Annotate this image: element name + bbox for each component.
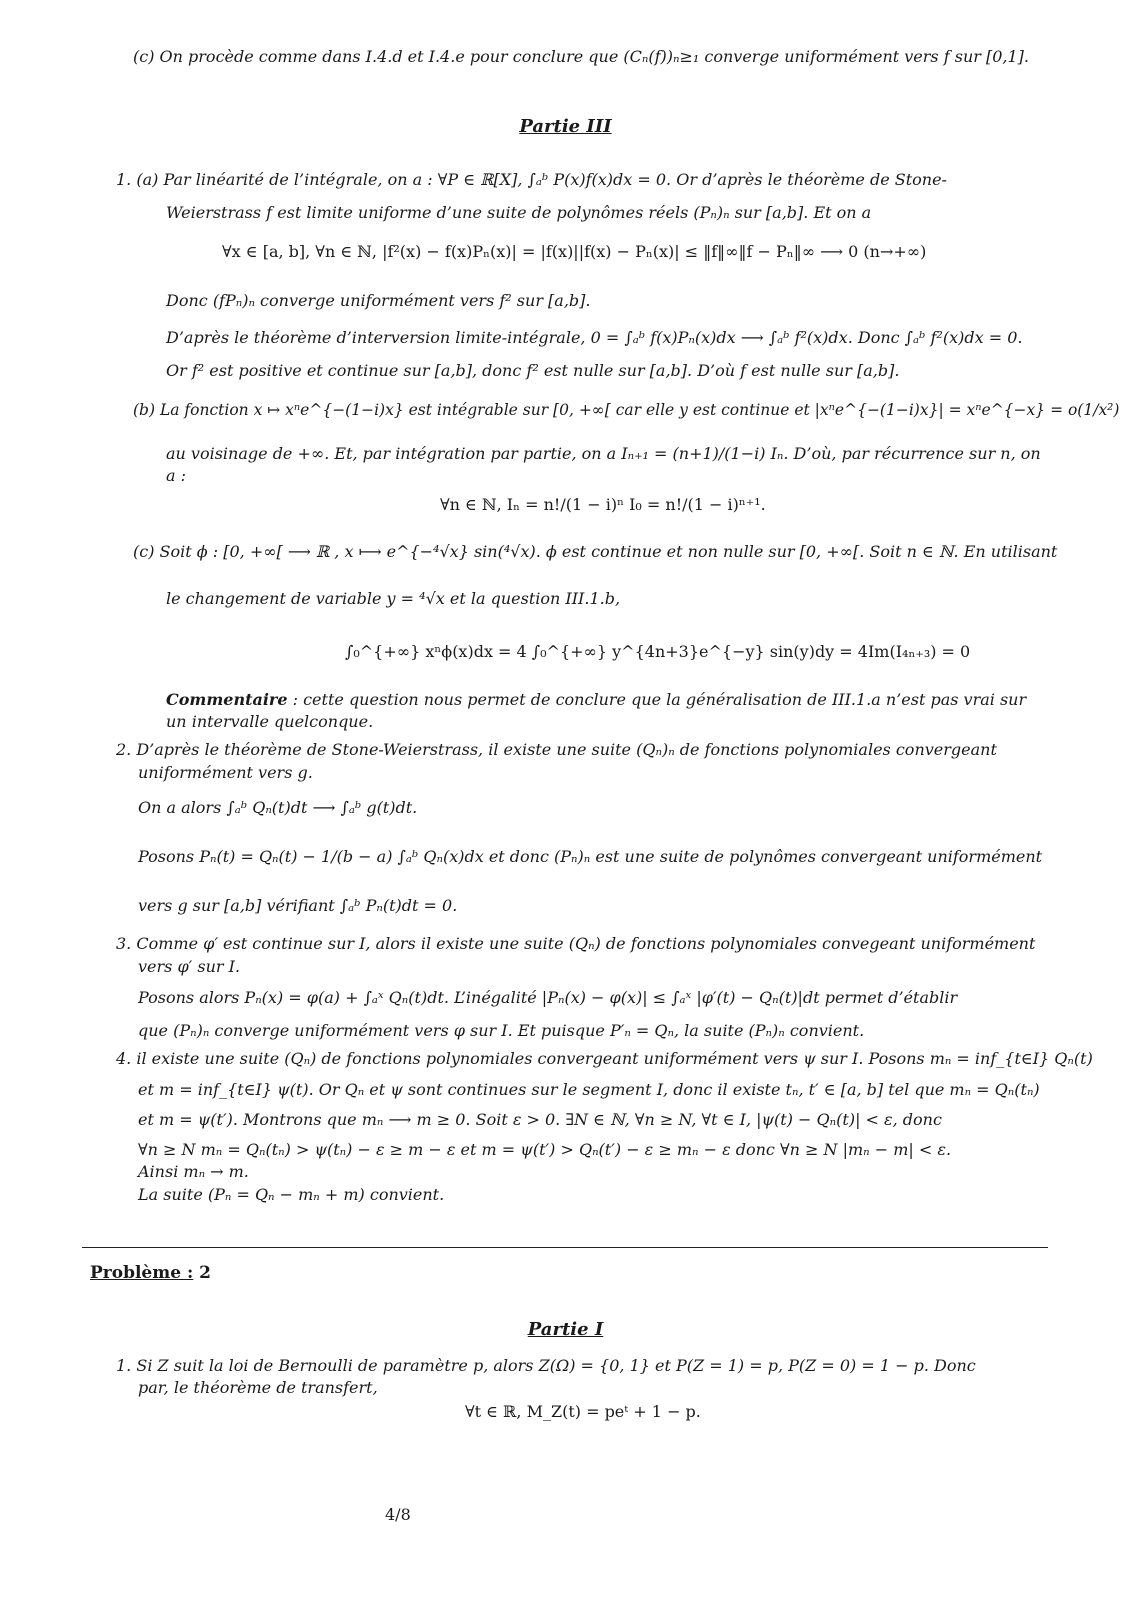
- q4-line-3: et m = ψ(t′). Montrons que mₙ ⟶ m ≥ 0. Soit ε > 0. ∃N ∈ ℕ, ∀n ≥ N, ∀t ∈ I, |ψ(t) − Qₙ(t)| < ε, donc: [138, 1110, 942, 1129]
- q4-line-5: Ainsi mₙ → m.: [138, 1162, 249, 1181]
- q1c-line-2: le changement de variable y = ⁴√x et la question III.1.b,: [166, 589, 621, 608]
- horizontal-rule: [82, 1247, 1048, 1248]
- comment-label: Commentaire: [166, 690, 288, 709]
- p2q1-line-1: 1. Si Z suit la loi de Bernoulli de paramètre p, alors Z(Ω) = {0, 1} et P(Z = 1) = p, P(Z = 0) = 1 − p. Donc: [116, 1356, 976, 1375]
- q2-line-1: 2. D’après le théorème de Stone-Weierstrass, il existe une suite (Qₙ)ₙ de fonctions polynomiales convergeant: [116, 740, 997, 759]
- page-number: 4/8: [385, 1505, 411, 1524]
- intro-item-c: (c) On procède comme dans I.4.d et I.4.e pour conclure que (Cₙ(f))ₙ≥₁ converge uniformément vers f sur [0,1].: [133, 47, 1029, 66]
- q2-line-5: vers g sur [a,b] vérifiant ∫ₐᵇ Pₙ(t)dt = 0.: [138, 896, 458, 915]
- q2-line-4: Posons Pₙ(t) = Qₙ(t) − 1/(b − a) ∫ₐᵇ Qₙ(x)dx et donc (Pₙ)ₙ est une suite de polynômes convergeant uniformément: [138, 847, 1043, 866]
- q1a-line-4: D’après le théorème d’interversion limite-intégrale, 0 = ∫ₐᵇ f(x)Pₙ(x)dx ⟶ ∫ₐᵇ f²(x)dx. Donc ∫ₐᵇ f²(x)dx = 0.: [166, 328, 1023, 347]
- q4-line-4: ∀n ≥ N mₙ = Qₙ(tₙ) > ψ(tₙ) − ε ≥ m − ε et m = ψ(t′) > Qₙ(t′) − ε ≥ mₙ − ε donc ∀n ≥ N |mₙ − m| < ε.: [138, 1140, 952, 1159]
- q1a-line-2: Weierstrass f est limite uniforme d’une suite de polynômes réels (Pₙ)ₙ sur [a,b]. Et on a: [166, 203, 872, 222]
- probleme-2-heading: Problème : 2: [90, 1263, 212, 1283]
- q1b-line-3: a :: [166, 466, 187, 485]
- q1c-line-1: (c) Soit ϕ : [0, +∞[ ⟶ ℝ , x ⟼ e^{−⁴√x} sin(⁴√x). ϕ est continue et non nulle sur [0, +∞[. Soit n ∈ ℕ. En utilisant: [133, 542, 1058, 561]
- q1c-formula: ∫₀^{+∞} xⁿϕ(x)dx = 4 ∫₀^{+∞} y^{4n+3}e^{−y} sin(y)dy = 4Im(I₄ₙ₊₃) = 0: [345, 642, 971, 661]
- q1a-formula: ∀x ∈ [a, b], ∀n ∈ ℕ, |f²(x) − f(x)Pₙ(x)| = |f(x)||f(x) − Pₙ(x)| ≤ ‖f‖∞‖f − Pₙ‖∞ ⟶ 0 (n→+∞): [222, 242, 927, 261]
- q3-line-3: Posons alors Pₙ(x) = φ(a) + ∫ₐˣ Qₙ(t)dt. L’inégalité |Pₙ(x) − φ(x)| ≤ ∫ₐˣ |φ′(t) − Qₙ(t)|dt permet d’établir: [138, 988, 958, 1007]
- q4-line-1: 4. il existe une suite (Qₙ) de fonctions polynomiales convergeant uniformément vers ψ sur I. Posons mₙ = inf_{t∈I} Qₙ(t): [116, 1049, 1093, 1068]
- q4-line-2: et m = inf_{t∈I} ψ(t). Or Qₙ et ψ sont continues sur le segment I, donc il existe tₙ, t′ ∈ [a, b] tel que mₙ = Qₙ(tₙ): [138, 1080, 1040, 1099]
- p2q1-formula: ∀t ∈ ℝ, M_Z(t) = peᵗ + 1 − p.: [465, 1402, 701, 1421]
- q1a-line-5: Or f² est positive et continue sur [a,b], donc f² est nulle sur [a,b]. D’où f est nulle sur [a,b].: [166, 361, 900, 380]
- q3-line-2: vers φ′ sur I.: [138, 957, 241, 976]
- q1c-comment-line-2: un intervalle quelconque.: [166, 712, 374, 731]
- q2-line-2: uniformément vers g.: [138, 763, 313, 782]
- q3-line-1: 3. Comme φ′ est continue sur I, alors il existe une suite (Qₙ) de fonctions polynomiales convegeant uniformément: [116, 934, 1036, 953]
- q4-line-6: La suite (Pₙ = Qₙ − mₙ + m) convient.: [138, 1185, 445, 1204]
- q1b-line-2: au voisinage de +∞. Et, par intégration par partie, on a Iₙ₊₁ = (n+1)/(1−i) Iₙ. D’où, par récurrence sur n, on: [166, 444, 1041, 463]
- q1a-line-1: 1. (a) Par linéarité de l’intégrale, on a : ∀P ∈ ℝ[X], ∫ₐᵇ P(x)f(x)dx = 0. Or d’après le théorème de Stone-: [116, 170, 947, 189]
- q2-line-3: On a alors ∫ₐᵇ Qₙ(t)dt ⟶ ∫ₐᵇ g(t)dt.: [138, 798, 418, 817]
- q1c-comment-line-1: Commentaire : cette question nous permet de conclure que la généralisation de III.1.a n’est pas vrai sur: [166, 690, 1027, 709]
- p2q1-line-2: par, le théorème de transfert,: [138, 1378, 378, 1397]
- section-heading-partie-1: Partie I: [527, 1319, 604, 1340]
- q1b-formula: ∀n ∈ ℕ, Iₙ = n!/(1 − i)ⁿ I₀ = n!/(1 − i)ⁿ⁺¹.: [440, 495, 766, 514]
- q1a-line-3: Donc (fPₙ)ₙ converge uniformément vers f² sur [a,b].: [166, 291, 591, 310]
- section-heading-partie-3: Partie III: [519, 116, 612, 137]
- q3-line-4: que (Pₙ)ₙ converge uniformément vers φ sur I. Et puisque P′ₙ = Qₙ, la suite (Pₙ)ₙ convient.: [138, 1021, 865, 1040]
- q1b-line-1: (b) La fonction x ↦ xⁿe^{−(1−i)x} est intégrable sur [0, +∞[ car elle y est continue et |xⁿe^{−(1−i)x}| = xⁿe^{−x} = o(1/x²): [133, 401, 1120, 419]
